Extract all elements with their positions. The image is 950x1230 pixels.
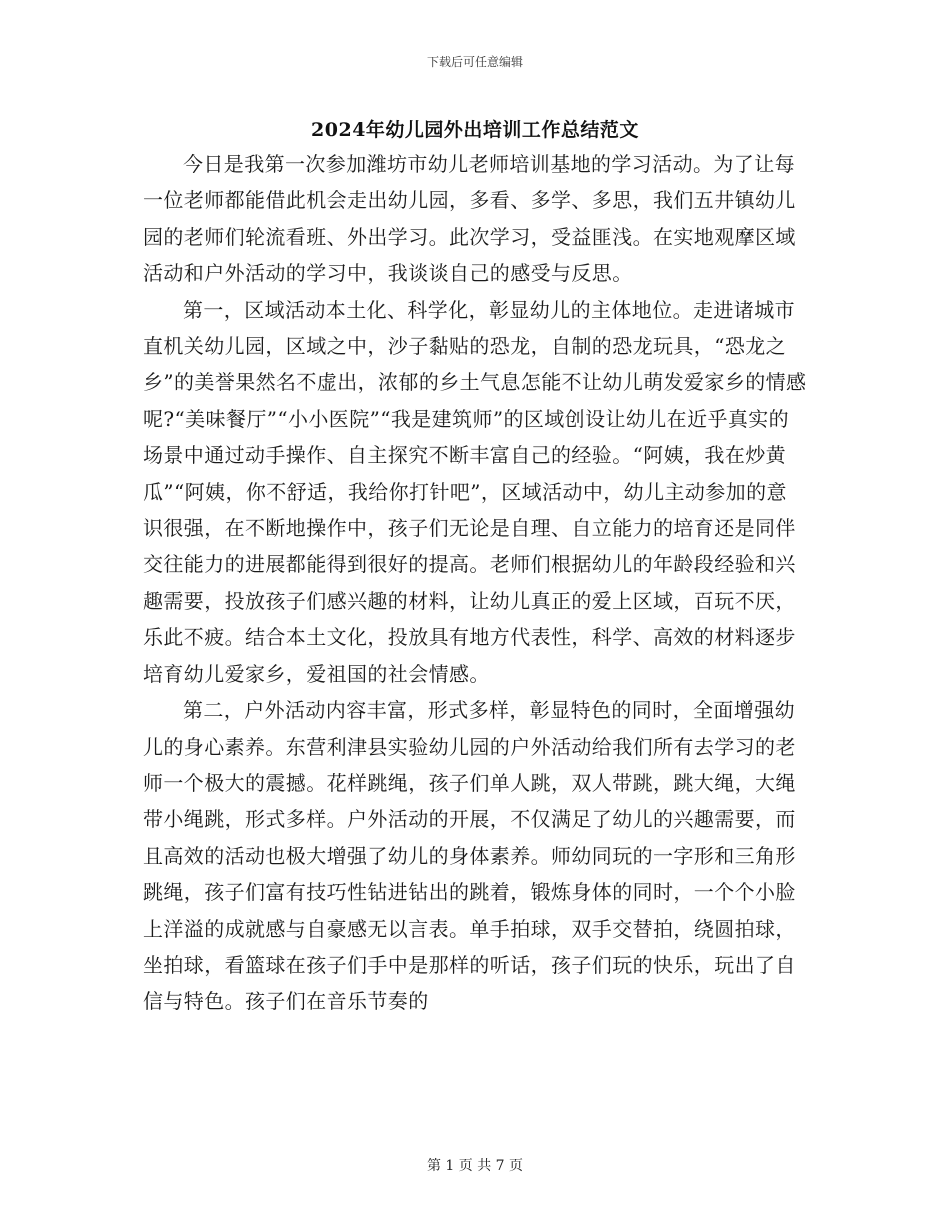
page-number: 第 1 页 共 7 页 (426, 1158, 524, 1174)
body-paragraph-1: 今日是我第一次参加潍坊市幼儿老师培训基地的学习活动。为了让每一位老师都能借此机会走出幼儿园，多看、多学、多思，我们五井镇幼儿园的老师们轮流看班、外出学习。此次学习，受益匪浅。在实地观摩区域活动和户外活动的学习中，我谈谈自己的感受与反思。 (143, 152, 796, 286)
document-title: 2024年幼儿园外出培训工作总结范文 (311, 119, 639, 141)
body-paragraph-2: 第一，区域活动本土化、科学化，彰显幼儿的主体地位。走进诸城市直机关幼儿园，区域之中，沙子黏贴的恐龙，自制的恐龙玩具，“恐龙之乡”的美誉果然名不虚出，浓郁的乡土气息怎能不让幼儿萌发爱家乡的情感呢?“美味餐厅”“小小医院”“我是建筑师”的区域创设让幼儿在近乎真实的场景中通过动手操作、自主探究不断丰富自己的经验。“阿姨，我在炒黄瓜”“阿姨，你不舒适，我给你打针吧”，区域活动中，幼儿主动参加的意识很强，在不断地操作中，孩子们无论是自理、自立能力的培育还是同伴交往能力的进展都能得到很好的提高。老师们根据幼儿的年龄段经验和兴趣需要，投放孩子们感兴趣的材料，让幼儿真正的爱上区域，百玩不厌，乐此不疲。结合本土文化，投放具有地方代表性，科学、高效的材料逐步培育幼儿爱家乡，爱祖国的社会情感。 (143, 297, 807, 686)
header-note: 下载后可任意编辑 (426, 55, 523, 69)
document-body (143, 146, 807, 1020)
body-paragraph-3: 第二，户外活动内容丰富，形式多样，彰显特色的同时，全面增强幼儿的身心素养。东营利津县实验幼儿园的户外活动给我们所有去学习的老师一个极大的震撼。花样跳绳，孩子们单人跳，双人带跳，跳大绳，大绳带小绳跳，形式多样。户外活动的开展，不仅满足了幼儿的兴趣需要，而且高效的活动也极大增强了幼儿的身体素养。师幼同玩的一字形和三角形跳绳，孩子们富有技巧性钻进钻出的跳着，锻炼身体的同时，一个个小脸上洋溢的成就感与自豪感无以言表。单手拍球，双手交替拍，绕圆拍球，坐拍球，看篮球在孩子们手中是那样的听话，孩子们玩的快乐，玩出了自信与特色。孩子们在音乐节奏的 (143, 698, 796, 1014)
